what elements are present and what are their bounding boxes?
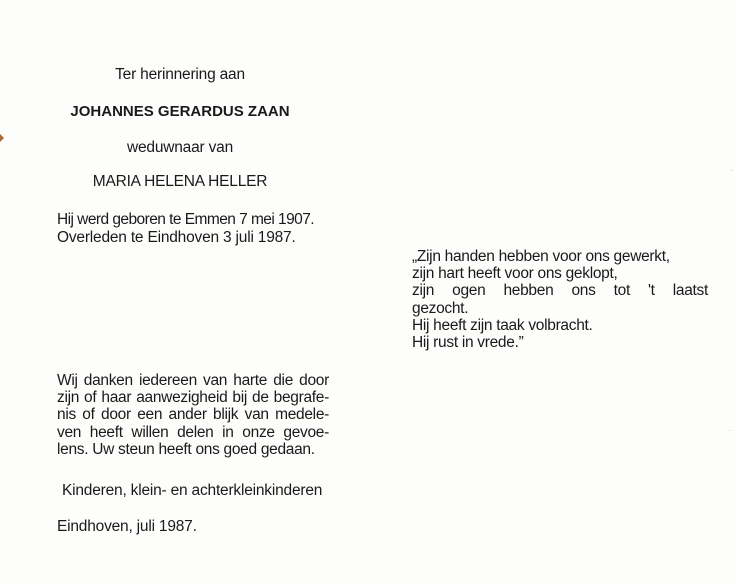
place-date-text: Eindhoven, juli 1987. [57,518,197,535]
spouse-name: MARIA HELENA HELLER [92,173,268,190]
speck [731,170,732,171]
thanks-line: zijn of haar aanwezigheid bij de begrafe- [57,389,329,407]
poem-line: zijn ogen hebben ons tot 't laatst [412,282,708,300]
poem-line: Hij heeft zijn taak volbracht. [412,316,593,334]
relation-text: weduwnaar van [127,139,233,156]
family-text: Kinderen, klein- en achterkleinkinderen [62,482,323,499]
speck [729,430,730,431]
poem-line: zijn hart heeft voor ons geklopt, [412,265,618,283]
thanks-line: Wij danken iedereen van harte die door [57,372,329,389]
birth-text: Hij werd geboren te Emmen 7 mei 1907. [57,211,315,228]
thanks-paragraph [57,372,329,458]
thanks-line: ven heeft willen delen in onze gevoe- [57,423,329,441]
thanks-line: lens. Uw steun heeft ons goed gedaan. [57,440,315,458]
poem-line: gezocht. [412,299,469,317]
thanks-line: nis of door een ander blijk van medele- [57,406,329,424]
poem [412,248,708,351]
deceased-name: JOHANNES GERARDUS ZAAN [70,103,290,120]
edge-mark [0,134,4,142]
poem-line: Hij rust in vrede.” [412,334,524,352]
heading-text: Ter herinnering aan [115,66,245,83]
death-text: Overleden te Eindhoven 3 juli 1987. [57,229,296,246]
poem-line: „Zijn handen hebben voor ons gewerkt, [412,248,670,265]
